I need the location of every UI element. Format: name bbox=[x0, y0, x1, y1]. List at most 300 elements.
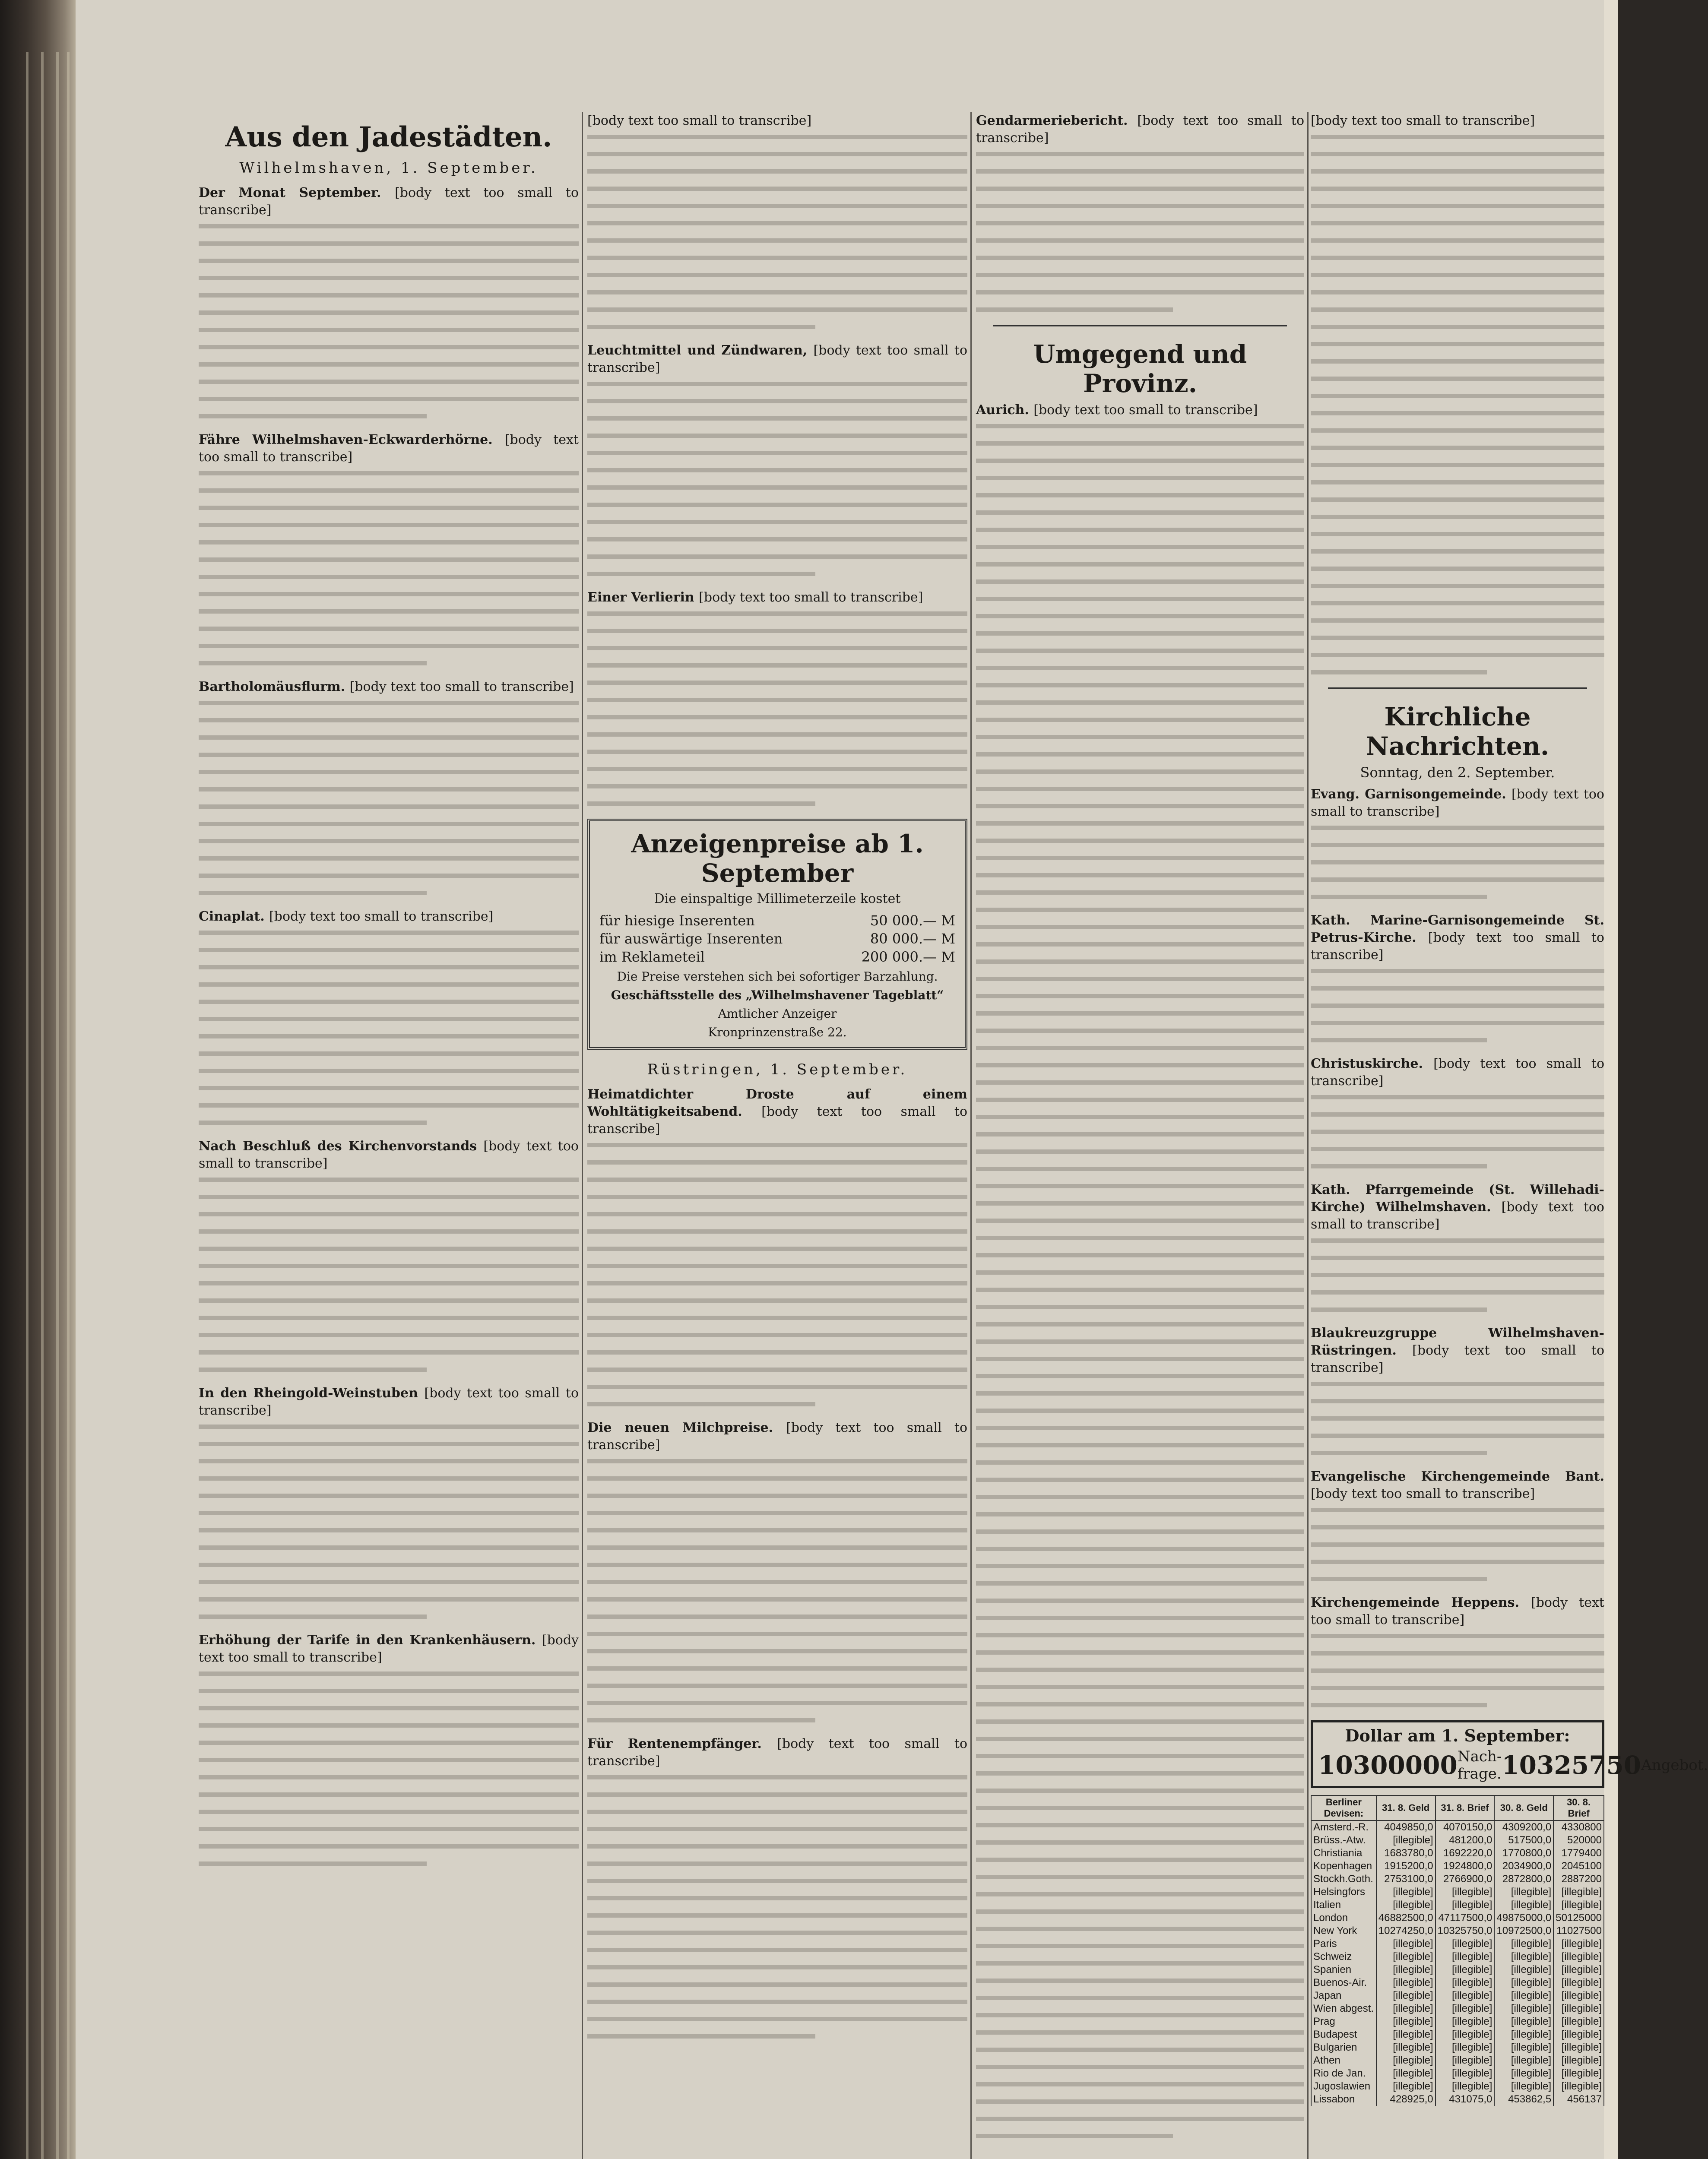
text-line-placeholder bbox=[199, 1212, 579, 1216]
table-cell: [illegible] bbox=[1494, 2067, 1553, 2080]
text-line-placeholder bbox=[587, 325, 815, 329]
text-line-placeholder bbox=[1311, 1634, 1604, 1638]
article-lead: Erhöhung der Tarife in den Krankenhäusern. bbox=[199, 1633, 542, 1648]
table-cell: 517500,0 bbox=[1494, 1834, 1553, 1847]
table-cell: 2887200 bbox=[1553, 1873, 1604, 1886]
table-cell: 520000 bbox=[1553, 1834, 1604, 1847]
table-cell: Stockh.Goth. bbox=[1311, 1873, 1376, 1886]
article-paragraph bbox=[1311, 1181, 1604, 1312]
table-row bbox=[1311, 1886, 1604, 1899]
table-cell: [illegible] bbox=[1435, 1950, 1495, 1963]
rates-column-header: 30. 8. Brief bbox=[1553, 1795, 1604, 1820]
text-line-placeholder bbox=[976, 1719, 1304, 1724]
text-line-placeholder bbox=[199, 735, 579, 740]
text-line-placeholder bbox=[199, 804, 579, 809]
article-text: [body text too small to transcribe] bbox=[1311, 1343, 1604, 1375]
text-line-placeholder bbox=[1311, 342, 1604, 346]
rates-column-header: 31. 8. Geld bbox=[1376, 1795, 1435, 1820]
text-line-placeholder bbox=[976, 1979, 1304, 1983]
text-line-placeholder bbox=[976, 752, 1304, 757]
text-line-placeholder bbox=[1311, 135, 1604, 139]
text-line-placeholder bbox=[199, 1758, 579, 1762]
text-line-placeholder bbox=[1311, 1273, 1604, 1277]
text-line-placeholder bbox=[587, 152, 967, 156]
text-line-placeholder bbox=[976, 787, 1304, 791]
text-line-placeholder bbox=[199, 1333, 579, 1337]
text-line-placeholder bbox=[199, 1615, 427, 1619]
text-line-placeholder bbox=[587, 1476, 967, 1481]
text-line-placeholder bbox=[976, 994, 1304, 998]
text-line-placeholder bbox=[199, 293, 579, 298]
table-cell: Amsterd.-R. bbox=[1311, 1820, 1376, 1834]
article-text: [body text too small to transcribe] bbox=[199, 185, 579, 218]
column-rule bbox=[582, 112, 583, 2159]
table-cell: 481200,0 bbox=[1435, 1834, 1495, 1847]
article-text: [body text too small to transcribe] bbox=[199, 432, 579, 465]
text-line-placeholder bbox=[1311, 446, 1604, 450]
article-lead: Nach Beschluß des Kirchenvorstands bbox=[199, 1139, 484, 1154]
dollar-offer: 10325750 bbox=[1502, 1751, 1641, 1780]
text-line-placeholder bbox=[1311, 1256, 1604, 1260]
table-cell: Spanien bbox=[1311, 1963, 1376, 1976]
article-paragraph bbox=[199, 1385, 579, 1619]
text-line-placeholder bbox=[587, 1965, 967, 1969]
section-headline: Umgegend und Provinz. bbox=[1033, 339, 1247, 398]
table-cell: Prag bbox=[1311, 2015, 1376, 2028]
article-lead: Die neuen Milchpreise. bbox=[587, 1420, 786, 1435]
text-line-placeholder bbox=[587, 204, 967, 208]
table-cell: [illegible] bbox=[1553, 1950, 1604, 1963]
text-line-placeholder bbox=[1311, 1399, 1604, 1403]
text-line-placeholder bbox=[1311, 1577, 1487, 1581]
text-line-placeholder bbox=[976, 1322, 1304, 1326]
text-line-placeholder bbox=[976, 1909, 1304, 1914]
table-cell: 428925,0 bbox=[1376, 2093, 1435, 2106]
text-line-placeholder bbox=[587, 1632, 967, 1636]
text-line-placeholder bbox=[976, 1616, 1304, 1620]
text-line-placeholder bbox=[1311, 969, 1604, 973]
ad-price-row: für hiesige Inserenten 50 000.— M bbox=[599, 912, 955, 929]
table-cell: [illegible] bbox=[1435, 1976, 1495, 1989]
dollar-label: Nach- frage. bbox=[1457, 1748, 1502, 1782]
text-line-placeholder bbox=[587, 1368, 967, 1372]
table-cell: 456137 bbox=[1553, 2093, 1604, 2106]
text-line-placeholder bbox=[976, 1219, 1304, 1223]
table-cell: [illegible] bbox=[1435, 1963, 1495, 1976]
text-line-placeholder bbox=[587, 1350, 967, 1355]
text-line-placeholder bbox=[1311, 618, 1604, 623]
text-line-placeholder bbox=[587, 1684, 967, 1688]
article-text: [body text too small to transcribe] bbox=[1311, 1595, 1604, 1627]
table-cell: [illegible] bbox=[1376, 2054, 1435, 2067]
table-row bbox=[1311, 1899, 1604, 1912]
text-line-placeholder bbox=[976, 1029, 1304, 1033]
text-line-placeholder bbox=[1311, 986, 1604, 991]
text-line-placeholder bbox=[976, 873, 1304, 877]
text-line-placeholder bbox=[976, 1305, 1304, 1309]
text-line-placeholder bbox=[1311, 169, 1604, 174]
table-cell: [illegible] bbox=[1376, 2041, 1435, 2054]
text-line-placeholder bbox=[976, 1633, 1304, 1637]
text-line-placeholder bbox=[976, 1357, 1304, 1361]
text-line-placeholder bbox=[976, 700, 1304, 705]
text-line-placeholder bbox=[199, 1741, 579, 1745]
section-headline: Aus den Jadestädten. bbox=[225, 121, 552, 153]
text-line-placeholder bbox=[976, 307, 1173, 312]
text-line-placeholder bbox=[199, 1528, 579, 1532]
table-row bbox=[1311, 2067, 1604, 2080]
table-cell: Bulgarien bbox=[1311, 2041, 1376, 2054]
text-line-placeholder bbox=[587, 681, 967, 685]
text-line-placeholder bbox=[1311, 1095, 1604, 1099]
table-cell: Paris bbox=[1311, 1937, 1376, 1950]
text-line-placeholder bbox=[976, 804, 1304, 808]
text-line-placeholder bbox=[1311, 1451, 1487, 1455]
text-line-placeholder bbox=[1311, 860, 1604, 864]
table-cell: 10325750,0 bbox=[1435, 1925, 1495, 1937]
table-cell: [illegible] bbox=[1435, 2002, 1495, 2015]
text-line-placeholder bbox=[587, 1844, 967, 1849]
ad-footer: Amtlicher Anzeiger bbox=[718, 1007, 837, 1021]
text-line-placeholder bbox=[587, 1718, 815, 1722]
advertisement-box bbox=[587, 819, 967, 1050]
article-paragraph bbox=[1311, 912, 1604, 1042]
ad-subtitle: Die einspaltige Millimeterzeile kostet bbox=[654, 891, 901, 906]
table-cell: [illegible] bbox=[1376, 1989, 1435, 2002]
article-text: [body text too small to transcribe] bbox=[587, 343, 968, 375]
table-cell: London bbox=[1311, 1912, 1376, 1925]
text-line-placeholder bbox=[976, 562, 1304, 567]
text-line-placeholder bbox=[587, 1580, 967, 1584]
text-line-placeholder bbox=[1311, 273, 1604, 277]
text-line-placeholder bbox=[587, 1459, 967, 1463]
text-line-placeholder bbox=[587, 1511, 967, 1515]
text-line-placeholder bbox=[1311, 653, 1604, 657]
table-row bbox=[1311, 1860, 1604, 1873]
article-lead: Heimatdichter Droste auf einem Wohltätigkeitsabend. bbox=[587, 1087, 967, 1119]
text-line-placeholder bbox=[587, 187, 967, 191]
table-cell: [illegible] bbox=[1553, 1937, 1604, 1950]
text-line-placeholder bbox=[587, 1247, 967, 1251]
table-cell: [illegible] bbox=[1553, 1963, 1604, 1976]
text-line-placeholder bbox=[976, 1599, 1304, 1603]
text-line-placeholder bbox=[199, 224, 579, 228]
text-line-placeholder bbox=[976, 2030, 1304, 2035]
text-line-placeholder bbox=[587, 732, 967, 737]
article-text: [body text too small to transcribe] bbox=[587, 1420, 968, 1453]
text-line-placeholder bbox=[976, 441, 1304, 446]
text-line-placeholder bbox=[1311, 359, 1604, 364]
text-line-placeholder bbox=[1311, 238, 1604, 243]
text-line-placeholder bbox=[587, 1229, 967, 1234]
text-line-placeholder bbox=[587, 1810, 967, 1814]
text-line-placeholder bbox=[1311, 307, 1604, 312]
table-cell: [illegible] bbox=[1553, 2002, 1604, 2015]
table-cell: 1779400 bbox=[1553, 1847, 1604, 1860]
text-line-placeholder bbox=[587, 382, 967, 386]
table-cell: [illegible] bbox=[1553, 1976, 1604, 1989]
text-line-placeholder bbox=[587, 169, 967, 174]
article-lead: Kath. Pfarrgemeinde (St. Willehadi-Kirche) Wilhelmshaven. bbox=[1311, 1182, 1604, 1215]
text-line-placeholder bbox=[587, 307, 967, 312]
text-line-placeholder bbox=[976, 1996, 1304, 2000]
table-row bbox=[1311, 1937, 1604, 1950]
article-paragraph bbox=[587, 1735, 967, 2039]
article-text: [body text too small to transcribe] bbox=[587, 1736, 967, 1769]
text-line-placeholder bbox=[199, 259, 579, 263]
column-4 bbox=[1311, 112, 1708, 2159]
article-paragraph bbox=[199, 1138, 579, 1372]
text-line-placeholder bbox=[976, 1115, 1304, 1119]
text-line-placeholder bbox=[587, 1948, 967, 1952]
table-cell: [illegible] bbox=[1435, 2054, 1495, 2067]
text-line-placeholder bbox=[1311, 290, 1604, 294]
table-cell: [illegible] bbox=[1435, 1886, 1495, 1899]
article-lead: Kirchengemeinde Heppens. bbox=[1311, 1595, 1531, 1610]
text-line-placeholder bbox=[976, 1685, 1304, 1689]
text-line-placeholder bbox=[587, 1913, 967, 1918]
table-cell: 4330800 bbox=[1553, 1820, 1604, 1834]
table-cell: [illegible] bbox=[1376, 1963, 1435, 1976]
article-text: [body text too small to transcribe] bbox=[1311, 787, 1604, 819]
text-line-placeholder bbox=[976, 1529, 1304, 1534]
table-cell: 50125000 bbox=[1553, 1912, 1604, 1925]
text-line-placeholder bbox=[976, 718, 1304, 722]
table-row bbox=[1311, 1989, 1604, 2002]
table-row bbox=[1311, 1873, 1604, 1886]
text-line-placeholder bbox=[976, 273, 1304, 277]
text-line-placeholder bbox=[587, 1143, 967, 1147]
text-line-placeholder bbox=[976, 2099, 1304, 2104]
table-row bbox=[1311, 2080, 1604, 2093]
article-text: [body text too small to transcribe] bbox=[1311, 1200, 1604, 1232]
text-line-placeholder bbox=[199, 1121, 427, 1125]
column-3 bbox=[976, 112, 1304, 2159]
table-cell: [illegible] bbox=[1376, 2080, 1435, 2093]
table-cell: 431075,0 bbox=[1435, 2093, 1495, 2106]
ad-note: Die Preise verstehen sich bei sofortiger Barzahlung. bbox=[617, 969, 938, 984]
ad-footer: Kronprinzenstraße 22. bbox=[708, 1025, 847, 1039]
text-line-placeholder bbox=[976, 510, 1304, 515]
text-line-placeholder bbox=[976, 152, 1304, 156]
table-cell: 4070150,0 bbox=[1435, 1820, 1495, 1834]
table-cell: [illegible] bbox=[1376, 1899, 1435, 1912]
table-cell: [illegible] bbox=[1553, 1886, 1604, 1899]
article-paragraph bbox=[587, 1086, 967, 1406]
text-line-placeholder bbox=[1311, 843, 1604, 847]
text-line-placeholder bbox=[976, 1771, 1304, 1776]
text-line-placeholder bbox=[199, 874, 579, 878]
text-line-placeholder bbox=[199, 1442, 579, 1446]
article-text: [body text too small to transcribe] bbox=[199, 1139, 579, 1171]
currency-rates-table bbox=[1311, 1795, 1604, 2106]
text-line-placeholder bbox=[976, 839, 1304, 843]
text-line-placeholder bbox=[1311, 152, 1604, 156]
table-cell: [illegible] bbox=[1553, 2054, 1604, 2067]
separator-line bbox=[1328, 687, 1587, 689]
text-line-placeholder bbox=[199, 345, 579, 349]
text-line-placeholder bbox=[976, 1167, 1304, 1171]
text-line-placeholder bbox=[587, 451, 967, 455]
article-text: [body text too small to transcribe] bbox=[199, 1633, 579, 1665]
table-cell: [illegible] bbox=[1494, 1886, 1553, 1899]
table-cell: 1915200,0 bbox=[1376, 1860, 1435, 1873]
text-line-placeholder bbox=[199, 1247, 579, 1251]
article-text: [body text too small to transcribe] bbox=[1311, 1056, 1605, 1089]
text-line-placeholder bbox=[587, 256, 967, 260]
text-line-placeholder bbox=[1311, 636, 1604, 640]
text-line-placeholder bbox=[587, 611, 967, 616]
text-line-placeholder bbox=[1311, 256, 1604, 260]
text-line-placeholder bbox=[1311, 497, 1604, 502]
article-paragraph bbox=[587, 342, 967, 576]
text-line-placeholder bbox=[587, 1402, 815, 1406]
table-cell: 4309200,0 bbox=[1494, 1820, 1553, 1834]
text-line-placeholder bbox=[587, 750, 967, 754]
text-line-placeholder bbox=[976, 1806, 1304, 1810]
table-cell: [illegible] bbox=[1553, 2041, 1604, 2054]
text-line-placeholder bbox=[587, 1545, 967, 1550]
text-line-placeholder bbox=[1311, 1112, 1604, 1117]
text-line-placeholder bbox=[976, 221, 1304, 225]
table-cell: 10274250,0 bbox=[1376, 1925, 1435, 1937]
text-line-placeholder bbox=[976, 459, 1304, 463]
table-cell: 2045100 bbox=[1553, 1860, 1604, 1873]
text-line-placeholder bbox=[976, 1011, 1304, 1016]
text-line-placeholder bbox=[199, 1017, 579, 1021]
article-text: [body text too small to transcribe] bbox=[587, 1104, 968, 1136]
table-cell: Buenos-Air. bbox=[1311, 1976, 1376, 1989]
table-row bbox=[1311, 2028, 1604, 2041]
text-line-placeholder bbox=[587, 801, 815, 806]
article-lead: Christuskirche. bbox=[1311, 1056, 1434, 1071]
article-text: [body text too small to transcribe] bbox=[587, 113, 812, 128]
text-line-placeholder bbox=[587, 537, 967, 541]
text-line-placeholder bbox=[199, 839, 579, 843]
article-lead: Aurich. bbox=[976, 402, 1034, 418]
table-cell: 49875000,0 bbox=[1494, 1912, 1553, 1925]
text-line-placeholder bbox=[976, 256, 1304, 260]
text-line-placeholder bbox=[199, 1476, 579, 1481]
text-line-placeholder bbox=[587, 715, 967, 719]
text-line-placeholder bbox=[587, 1316, 967, 1320]
text-line-placeholder bbox=[199, 822, 579, 826]
text-line-placeholder bbox=[1311, 1668, 1604, 1673]
text-line-placeholder bbox=[199, 982, 579, 987]
text-line-placeholder bbox=[976, 1737, 1304, 1741]
article-text: [body text too small to transcribe] bbox=[1311, 930, 1604, 962]
table-row bbox=[1311, 2054, 1604, 2067]
text-line-placeholder bbox=[1311, 1651, 1604, 1656]
article-paragraph bbox=[199, 431, 579, 665]
text-line-placeholder bbox=[1311, 1130, 1604, 1134]
text-line-placeholder bbox=[976, 821, 1304, 826]
table-cell: 46882500,0 bbox=[1376, 1912, 1435, 1925]
text-line-placeholder bbox=[1311, 428, 1604, 433]
article-list bbox=[1311, 786, 1604, 1707]
text-line-placeholder bbox=[587, 2034, 815, 2039]
text-line-placeholder bbox=[976, 2065, 1304, 2069]
text-line-placeholder bbox=[976, 890, 1304, 895]
book-binding-edge bbox=[0, 0, 76, 2159]
text-line-placeholder bbox=[199, 471, 579, 475]
dollar-rate-box bbox=[1311, 1720, 1708, 1788]
text-line-placeholder bbox=[1311, 187, 1604, 191]
text-line-placeholder bbox=[976, 942, 1304, 947]
table-cell: Wien abgest. bbox=[1311, 2002, 1376, 2015]
text-line-placeholder bbox=[199, 1597, 579, 1602]
text-line-placeholder bbox=[976, 1927, 1304, 1931]
text-line-placeholder bbox=[976, 1478, 1304, 1482]
text-line-placeholder bbox=[587, 1982, 967, 1987]
text-line-placeholder bbox=[976, 290, 1304, 294]
table-row bbox=[1311, 1820, 1604, 1834]
text-line-placeholder bbox=[1311, 1508, 1604, 1512]
table-cell: 1770800,0 bbox=[1494, 1847, 1553, 1860]
text-line-placeholder bbox=[976, 204, 1304, 208]
column-rule bbox=[970, 112, 972, 2159]
text-line-placeholder bbox=[1311, 1416, 1604, 1421]
separator-line bbox=[993, 325, 1287, 326]
article-paragraph bbox=[1311, 112, 1604, 674]
text-line-placeholder bbox=[587, 1264, 967, 1268]
text-line-placeholder bbox=[199, 488, 579, 493]
text-line-placeholder bbox=[1311, 567, 1604, 571]
article-lead: Bartholomäusflurm. bbox=[199, 679, 350, 694]
article-paragraph bbox=[1311, 1055, 1604, 1168]
table-cell: 2034900,0 bbox=[1494, 1860, 1553, 1873]
article-paragraph bbox=[199, 1632, 579, 1866]
table-cell: [illegible] bbox=[1494, 2028, 1553, 2041]
text-line-placeholder bbox=[1311, 1307, 1487, 1312]
text-line-placeholder bbox=[976, 1426, 1304, 1430]
text-line-placeholder bbox=[976, 238, 1304, 243]
text-line-placeholder bbox=[199, 1775, 579, 1779]
article-paragraph bbox=[587, 112, 967, 329]
text-line-placeholder bbox=[587, 1212, 967, 1216]
text-line-placeholder bbox=[1311, 1542, 1604, 1547]
text-line-placeholder bbox=[587, 1298, 967, 1303]
table-cell: [illegible] bbox=[1553, 2028, 1604, 2041]
text-line-placeholder bbox=[1311, 895, 1487, 899]
article-paragraph bbox=[1311, 1325, 1604, 1455]
text-line-placeholder bbox=[199, 1580, 579, 1584]
table-row bbox=[1311, 2041, 1604, 2054]
text-line-placeholder bbox=[976, 1184, 1304, 1188]
text-line-placeholder bbox=[199, 1425, 579, 1429]
table-cell: 1924800,0 bbox=[1435, 1860, 1495, 1873]
text-line-placeholder bbox=[199, 1671, 579, 1676]
text-line-placeholder bbox=[199, 1792, 579, 1797]
table-cell: Schweiz bbox=[1311, 1950, 1376, 1963]
text-line-placeholder bbox=[976, 614, 1304, 618]
text-line-placeholder bbox=[199, 557, 579, 562]
dollar-demand: 10300000 bbox=[1318, 1751, 1458, 1780]
table-cell: [illegible] bbox=[1435, 1937, 1495, 1950]
table-cell: [illegible] bbox=[1376, 2028, 1435, 2041]
text-line-placeholder bbox=[976, 1409, 1304, 1413]
text-line-placeholder bbox=[199, 701, 579, 705]
table-cell: [illegible] bbox=[1435, 2015, 1495, 2028]
table-row bbox=[1311, 1963, 1604, 1976]
text-line-placeholder bbox=[199, 414, 427, 418]
table-cell: [illegible] bbox=[1494, 2080, 1553, 2093]
text-line-placeholder bbox=[199, 328, 579, 332]
rates-column-header: Berliner Devisen: bbox=[1311, 1795, 1376, 1820]
text-line-placeholder bbox=[587, 1861, 967, 1866]
text-line-placeholder bbox=[1311, 1004, 1604, 1008]
text-line-placeholder bbox=[976, 2082, 1304, 2086]
